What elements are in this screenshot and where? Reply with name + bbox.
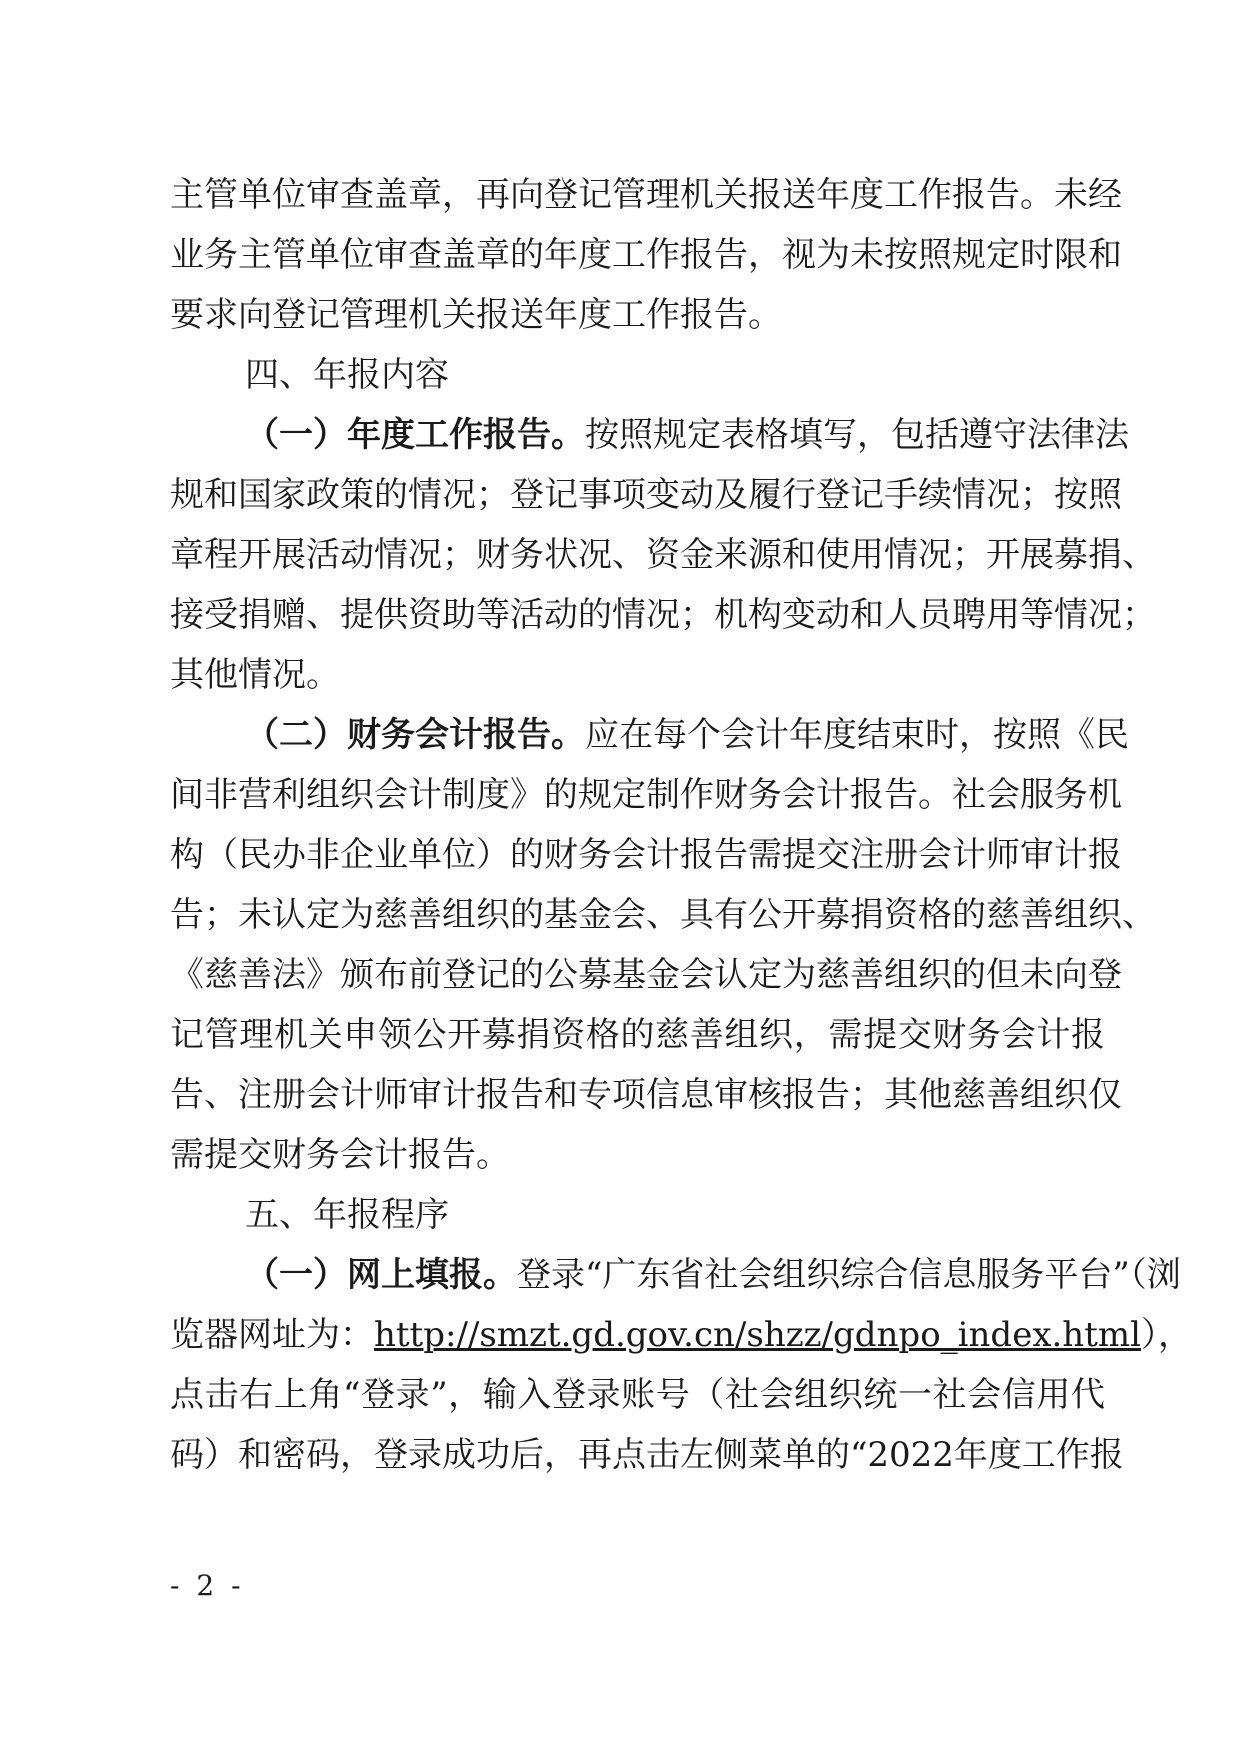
paragraph-line: 告；未认定为慈善组织的基金会、具有公开募捐资格的慈善组织、 [170,895,1156,935]
paragraph-line: 点击右上角“登录”，输入登录账号（社会组织统一社会信用代 [170,1375,1105,1415]
section-heading-5: 五、年报程序 [245,1195,449,1235]
subheading-financial-report: （二）财务会计报告。 [245,715,585,755]
paragraph-text: 登录“广东省社会组织综合信息服务平台”（浏 [517,1255,1181,1295]
paragraph-line: 章程开展活动情况；财务状况、资金来源和使用情况；开展募捐、 [170,535,1156,575]
paragraph-line: 要求向登记管理机关报送年度工作报告。 [170,295,782,335]
paragraph-line [170,1315,1192,1355]
paragraph-line: 构（民办非企业单位）的财务会计报告需提交注册会计师审计报 [170,835,1122,875]
paragraph-line: 业务主管单位审查盖章的年度工作报告，视为未按照规定时限和 [170,235,1122,275]
paragraph-line: 码）和密码，登录成功后，再点击左侧菜单的“2022年度工作报 [170,1435,1124,1475]
paragraph-line: 需提交财务会计报告。 [170,1135,510,1175]
paragraph-line [245,415,1129,455]
paragraph-line: 记管理机关申领公开募捐资格的慈善组织，需提交财务会计报 [170,1015,1105,1055]
subheading-annual-work-report: （一）年度工作报告。 [245,415,585,455]
paragraph-text: ）， [1140,1315,1192,1355]
paragraph-line: 规和国家政策的情况；登记事项变动及履行登记手续情况；按照 [170,475,1122,515]
paragraph-text: 按照规定表格填写，包括遵守法律法 [585,415,1129,455]
paragraph-text: 应在每个会计年度结束时，按照《民 [585,715,1129,755]
paragraph-line [245,1255,1181,1295]
paragraph-line [245,715,1129,755]
paragraph-line: 《慈善法》颁布前登记的公募基金会认定为慈善组织的但未向登 [170,955,1122,995]
paragraph-line: 告、注册会计师审计报告和专项信息审核报告；其他慈善组织仅 [170,1075,1122,1115]
platform-url-link[interactable]: http://smzt.gd.gov.cn/shzz/gdnpo_index.html [374,1315,1141,1355]
paragraph-text: 览器网址为： [170,1315,374,1355]
paragraph-line: 间非营利组织会计制度》的规定制作财务会计报告。社会服务机 [170,775,1122,815]
section-heading-4: 四、年报内容 [245,355,449,395]
subheading-online-filing: （一）网上填报。 [245,1255,517,1295]
page-number: - 2 - [170,1569,245,1602]
paragraph-line: 其他情况。 [170,655,340,695]
paragraph-line: 接受捐赠、提供资助等活动的情况；机构变动和人员聘用等情况； [170,595,1156,635]
paragraph-line: 主管单位审查盖章，再向登记管理机关报送年度工作报告。未经 [170,175,1122,215]
